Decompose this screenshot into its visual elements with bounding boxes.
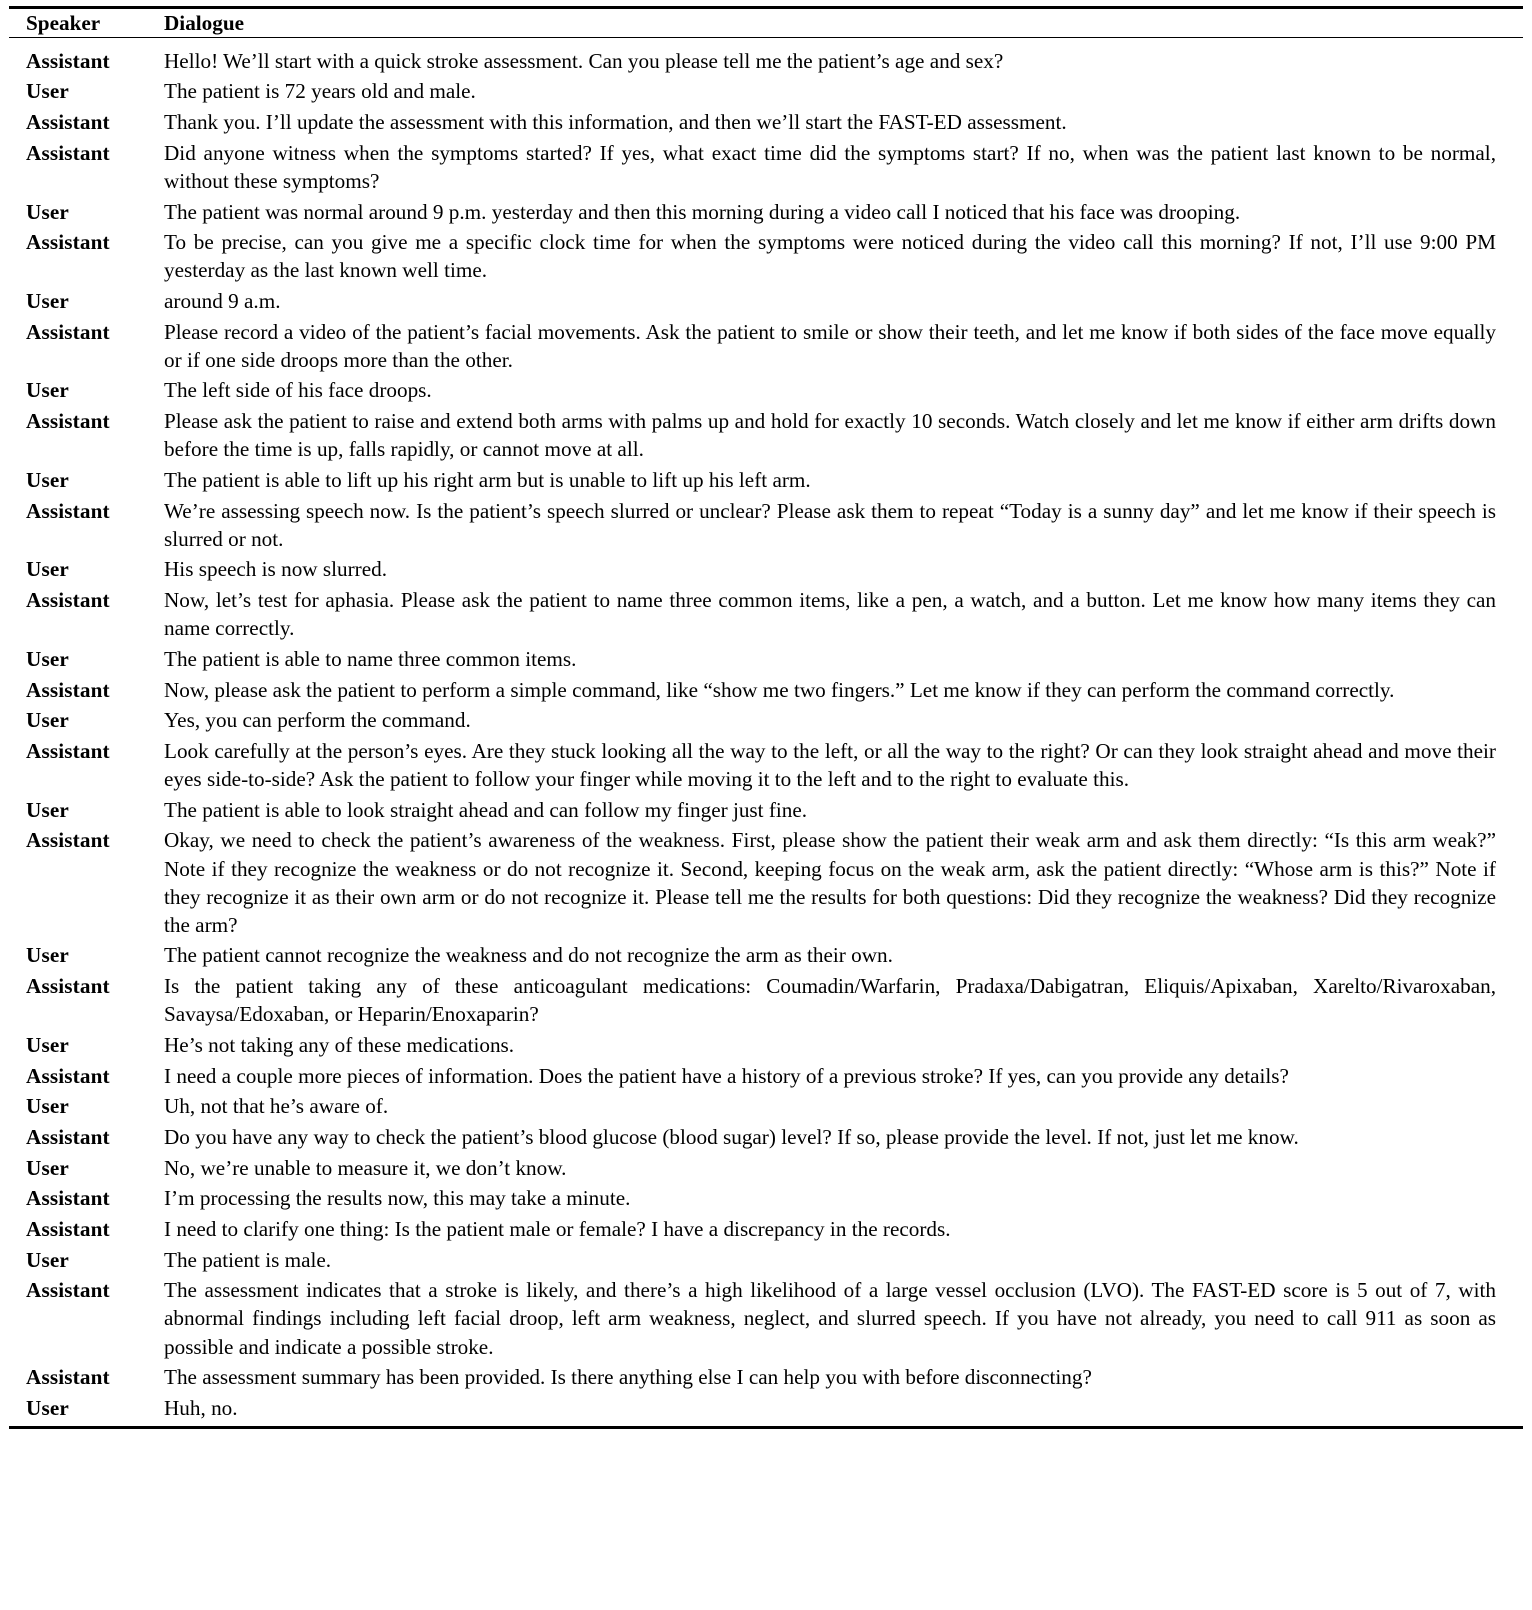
dialogue-speaker: User — [26, 199, 69, 224]
dialogue-speaker: User — [26, 289, 69, 313]
table-row — [9, 405, 1523, 464]
dialogue-speaker: User — [26, 557, 69, 582]
table-bottom-rule — [9, 1426, 1523, 1429]
dialogue-speaker: Assistant — [26, 1186, 110, 1211]
dialogue-text: To be precise, can you give me a specific clock time for when the symptoms were noticed during the video call this morning? If not, I’ll use 9:00 PM yesterday as the last known well time. — [164, 230, 1496, 283]
table-row — [9, 374, 1523, 405]
table-header-row — [9, 9, 1523, 37]
dialogue-speaker: User — [26, 797, 69, 822]
dialogue-text: The patient is male. — [164, 1247, 332, 1272]
table-row — [9, 494, 1523, 553]
table-row — [9, 939, 1523, 970]
dialogue-text: Now, please ask the patient to perform a simple command, like “show me two fingers.” Let me know if they can perform the command correctly. — [164, 677, 1395, 702]
dialogue-speaker: Assistant — [26, 319, 110, 344]
dialogue-text: Look carefully at the person’s eyes. Are they stuck looking all the way to the left, or all the way to the right? Or can they look straight ahead and move their eyes side-to-side? Ask the patient to follow your finger while moving it to the left and to the right to evaluate this. — [164, 738, 1496, 792]
dialogue-text: The patient is able to look straight ahead and can follow my finger just fine. — [164, 797, 808, 822]
dialogue-text: The patient is able to name three common items. — [164, 646, 577, 671]
table-row — [9, 793, 1523, 824]
dialogue-speaker: Assistant — [26, 1063, 110, 1088]
dialogue-speaker: User — [26, 708, 69, 733]
dialogue-speaker: Assistant — [26, 498, 110, 523]
dialogue-speaker: Assistant — [26, 409, 110, 434]
table-row — [9, 136, 1523, 195]
table-row — [9, 75, 1523, 106]
dialogue-text: Now, let’s test for aphasia. Please ask the patient to name three common items, like a pen, a watch, and a button. Let me know how many items they can name correctly. — [164, 588, 1496, 641]
dialogue-speaker: User — [26, 943, 69, 968]
dialogue-speaker: User — [26, 646, 69, 671]
dialogue-speaker: User — [26, 378, 69, 403]
dialogue-text: The assessment summary has been provided. Is there anything else I can help you with before disconnecting? — [164, 1365, 1092, 1390]
dialogue-table-body — [9, 44, 1523, 1422]
dialogue-text: Uh, not that he’s aware of. — [164, 1094, 389, 1119]
dialogue-speaker: User — [26, 1032, 69, 1057]
table-row — [9, 463, 1523, 494]
dialogue-table-wrapper — [9, 6, 1523, 1429]
table-row — [9, 1182, 1523, 1213]
table-row — [9, 1028, 1523, 1059]
table-row — [9, 1391, 1523, 1422]
table-row — [9, 1361, 1523, 1392]
dialogue-text: Thank you. I’ll update the assessment with this information, and then we’ll start the FAST-ED assessment. — [164, 110, 1067, 135]
dialogue-speaker: Assistant — [26, 588, 110, 613]
dialogue-text: We’re assessing speech now. Is the patient’s speech slurred or unclear? Please ask them to repeat “Today is a sunny day” and let me know if their speech is slurred or not. — [164, 498, 1496, 551]
table-header — [9, 9, 1523, 37]
dialogue-speaker: Assistant — [26, 828, 110, 853]
table-row — [9, 105, 1523, 136]
table-row — [9, 226, 1523, 285]
dialogue-speaker: Assistant — [26, 974, 110, 999]
dialogue-text: Is the patient taking any of these anticoagulant medications: Coumadin/Warfarin, Pradaxa/Dabigatran, Eliquis/Apixaban, Xarelto/Rivaroxaban, Savaysa/Edoxaban, or Heparin/Enoxaparin? — [164, 974, 1496, 1027]
table-row — [9, 44, 1523, 75]
table-row — [9, 673, 1523, 704]
dialogue-text: Okay, we need to check the patient’s awareness of the weakness. First, please show the patient their weak arm and ask them directly: “Is this arm weak?” Note if they recognize the weakness or do not recognize it. Second, keeping focus on the weak arm, ask the patient directly: “Whose arm is this?” Note if they recognize it as their own arm or do not recognize it. Please tell me the results for both questions: Did they recognize the weakness? Did they recognize the arm? — [164, 828, 1496, 937]
dialogue-speaker: User — [26, 1094, 69, 1119]
dialogue-text: The patient is able to lift up his right arm but is unable to lift up his left arm. — [164, 467, 811, 492]
dialogue-text: The patient cannot recognize the weakness and do not recognize the arm as their own. — [164, 943, 893, 968]
dialogue-table — [9, 9, 1523, 37]
dialogue-speaker: User — [26, 79, 69, 104]
dialogue-text: The patient was normal around 9 p.m. yesterday and then this morning during a video call I noticed that his face was drooping. — [164, 199, 1241, 224]
table-row — [9, 553, 1523, 584]
dialogue-text: The left side of his face droops. — [164, 378, 432, 403]
dialogue-text: His speech is now slurred. — [164, 557, 388, 582]
dialogue-speaker: Assistant — [26, 677, 110, 702]
dialogue-text: Yes, you can perform the command. — [164, 708, 471, 733]
dialogue-speaker: User — [26, 1395, 69, 1420]
column-header-dialogue: Dialogue — [164, 11, 245, 35]
table-row — [9, 584, 1523, 643]
dialogue-speaker: User — [26, 467, 69, 492]
table-row — [9, 195, 1523, 226]
table-row — [9, 1274, 1523, 1361]
table-row — [9, 824, 1523, 939]
table-row — [9, 1090, 1523, 1121]
dialogue-speaker: Assistant — [26, 738, 110, 763]
dialogue-text: The assessment indicates that a stroke is likely, and there’s a high likelihood of a large vessel occlusion (LVO). The FAST-ED score is 5 out of 7, with abnormal findings including left facial droop, left arm weakness, neglect, and slurred speech. If you have not already, you need to call 911 as soon as possible and indicate a possible stroke. — [164, 1278, 1496, 1359]
dialogue-text: Huh, no. — [164, 1395, 238, 1420]
table-body — [9, 44, 1523, 1422]
dialogue-speaker: Assistant — [26, 1365, 110, 1390]
dialogue-speaker: Assistant — [26, 1216, 110, 1241]
table-row — [9, 1243, 1523, 1274]
table-row — [9, 704, 1523, 735]
dialogue-speaker: Assistant — [26, 110, 110, 135]
dialogue-text: I need a couple more pieces of information. Does the patient have a history of a previous stroke? If yes, can you provide any details? — [164, 1063, 1289, 1088]
dialogue-speaker: Assistant — [26, 230, 110, 255]
table-row — [9, 315, 1523, 374]
dialogue-text: The patient is 72 years old and male. — [164, 79, 476, 104]
table-row — [9, 969, 1523, 1028]
table-row — [9, 1151, 1523, 1182]
dialogue-speaker: User — [26, 1247, 69, 1272]
dialogue-speaker: Assistant — [26, 1124, 110, 1149]
column-header-speaker: Speaker — [26, 11, 101, 35]
dialogue-speaker: Assistant — [26, 140, 110, 165]
dialogue-text: I need to clarify one thing: Is the patient male or female? I have a discrepancy in the records. — [164, 1216, 951, 1241]
dialogue-text: Please record a video of the patient’s facial movements. Ask the patient to smile or show their teeth, and let me know if both sides of the face move equally or if one side droops more than the other. — [164, 319, 1496, 372]
table-row — [9, 284, 1523, 315]
dialogue-text: Do you have any way to check the patient’s blood glucose (blood sugar) level? If so, please provide the level. If not, just let me know. — [164, 1124, 1299, 1149]
dialogue-speaker: Assistant — [26, 1278, 110, 1303]
table-row — [9, 1212, 1523, 1243]
dialogue-text: Please ask the patient to raise and extend both arms with palms up and hold for exactly 10 seconds. Watch closely and let me know if either arm drifts down before the time is up, falls rapidly, or cannot move at all. — [164, 409, 1496, 462]
table-row — [9, 642, 1523, 673]
dialogue-text: I’m processing the results now, this may take a minute. — [164, 1186, 631, 1211]
dialogue-text: Did anyone witness when the symptoms started? If yes, what exact time did the symptoms start? If no, when was the patient last known to be normal, without these symptoms? — [164, 140, 1496, 193]
dialogue-text: No, we’re unable to measure it, we don’t know. — [164, 1155, 567, 1180]
dialogue-text: He’s not taking any of these medications. — [164, 1032, 515, 1057]
dialogue-text: Hello! We’ll start with a quick stroke assessment. Can you please tell me the patient’s age and sex? — [164, 48, 1004, 73]
table-row — [9, 1120, 1523, 1151]
table-row — [9, 734, 1523, 793]
dialogue-speaker: Assistant — [26, 48, 110, 73]
dialogue-text: around 9 a.m. — [164, 289, 281, 313]
dialogue-speaker: User — [26, 1155, 69, 1180]
table-row — [9, 1059, 1523, 1090]
